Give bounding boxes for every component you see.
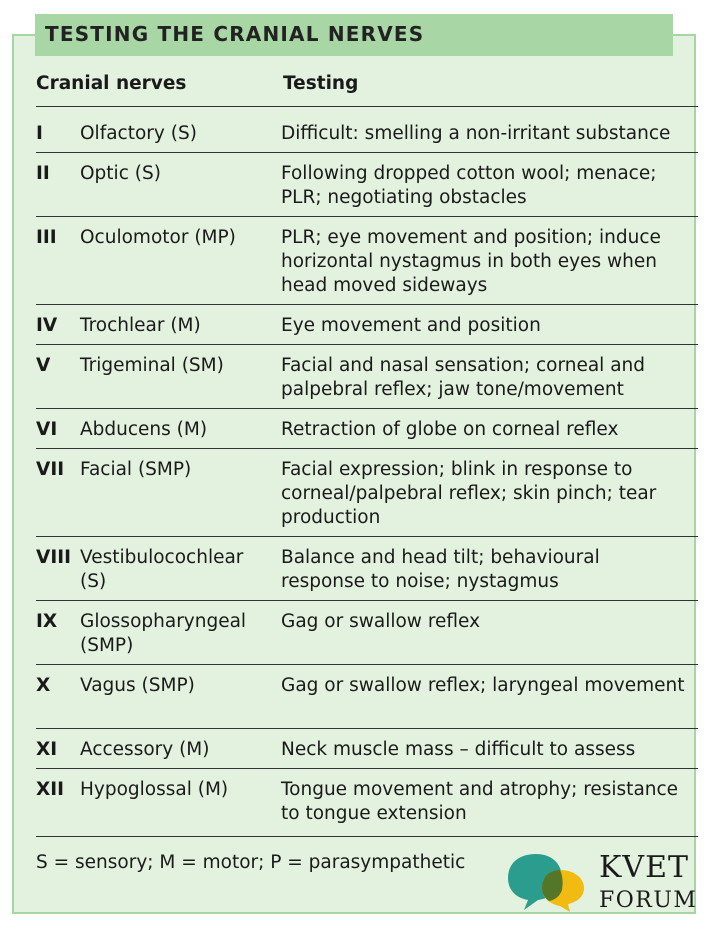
nerve-test: Facial and nasal sensation; corneal and palpebral reflex; jaw tone/movement — [281, 355, 646, 400]
nerve-number: XI — [36, 739, 58, 760]
nerve-number: III — [36, 227, 57, 248]
row-divider — [36, 152, 698, 153]
row-divider — [36, 836, 698, 837]
nerve-name: Olfactory (S) — [80, 123, 197, 144]
nerve-name: Accessory (M) — [80, 739, 210, 760]
column-header-testing: Testing — [283, 73, 359, 94]
nerve-test: Tongue movement and atrophy; resistance to tongue extension — [281, 779, 679, 824]
nerve-number: VI — [36, 419, 58, 440]
nerve-test: PLR; eye movement and position; induce horizontal nystagmus in both eyes when head moved sideways — [281, 227, 661, 296]
row-divider — [36, 664, 698, 665]
nerve-test: Balance and head tilt; behavioural response to noise; nystagmus — [281, 547, 600, 592]
row-divider — [36, 728, 698, 729]
nerve-number: X — [36, 675, 51, 696]
row-divider — [36, 536, 698, 537]
column-header-nerves: Cranial nerves — [36, 73, 187, 94]
nerve-name: Vestibulocochlear (S) — [80, 547, 244, 592]
logo-text-kvet: KVET — [599, 850, 689, 885]
nerve-test: Neck muscle mass – difficult to assess — [281, 739, 636, 760]
nerve-name: Glossopharyngeal (SMP) — [80, 611, 247, 656]
nerve-name: Trochlear (M) — [80, 315, 201, 336]
nerve-number: I — [36, 123, 43, 144]
nerve-number: VIII — [36, 547, 71, 568]
nerve-test: Retraction of globe on corneal reflex — [281, 419, 619, 440]
nerve-name: Trigeminal (SM) — [80, 355, 224, 376]
header-divider — [36, 106, 698, 107]
row-divider — [36, 768, 698, 769]
nerve-number: II — [36, 163, 50, 184]
page-title: TESTING THE CRANIAL NERVES — [45, 22, 425, 46]
nerve-number: XII — [36, 779, 65, 800]
row-divider — [36, 216, 698, 217]
nerve-test: Following dropped cotton wool; menace; PLR; negotiating obstacles — [281, 163, 657, 208]
nerve-number: V — [36, 355, 51, 376]
nerve-name: Abducens (M) — [80, 419, 208, 440]
row-divider — [36, 304, 698, 305]
nerve-name: Facial (SMP) — [80, 459, 192, 480]
row-divider — [36, 448, 698, 449]
row-divider — [36, 600, 698, 601]
nerve-name: Oculomotor (MP) — [80, 227, 236, 248]
nerve-test: Eye movement and position — [281, 315, 541, 336]
nerve-number: IV — [36, 315, 58, 336]
nerve-test: Difficult: smelling a non-irritant substance — [281, 123, 671, 144]
nerve-name: Vagus (SMP) — [80, 675, 195, 696]
nerve-test: Facial expression; blink in response to corneal/palpebral reflex; skin pinch; tear production — [281, 459, 657, 528]
title-bar — [35, 14, 673, 56]
footnote: S = sensory; M = motor; P = parasympathetic — [36, 852, 466, 873]
nerve-name: Optic (S) — [80, 163, 161, 184]
row-divider — [36, 344, 698, 345]
nerve-name: Hypoglossal (M) — [80, 779, 229, 800]
row-divider — [36, 408, 698, 409]
nerve-number: IX — [36, 611, 58, 632]
logo-text-forum: FORUM — [599, 888, 698, 913]
nerve-test: Gag or swallow reflex; laryngeal movement — [281, 675, 685, 696]
nerve-test: Gag or swallow reflex — [281, 611, 481, 632]
nerve-number: VII — [36, 459, 65, 480]
